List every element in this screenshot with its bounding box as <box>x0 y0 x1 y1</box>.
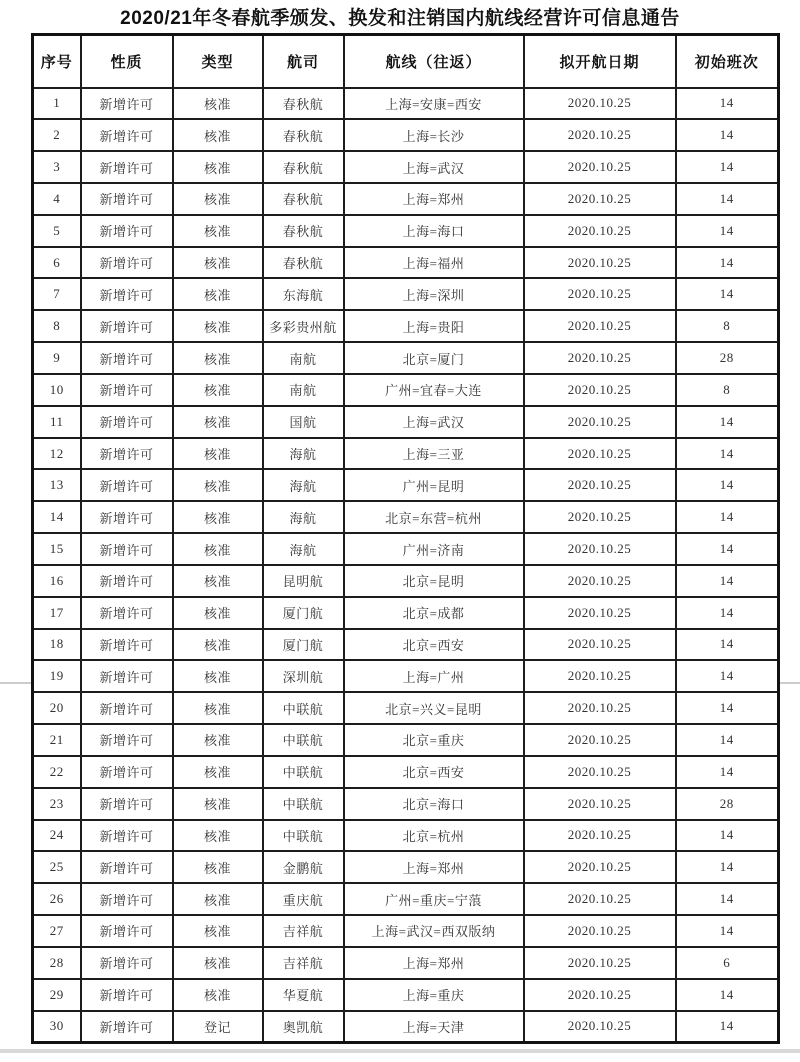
cell-flights: 14 <box>676 533 779 565</box>
cell-type: 核准 <box>173 788 263 820</box>
cell-route: 上海=海口 <box>344 215 524 247</box>
cell-type: 核准 <box>173 215 263 247</box>
cell-no: 16 <box>33 565 81 597</box>
cell-type: 核准 <box>173 692 263 724</box>
cell-nature: 新增许可 <box>81 501 173 533</box>
table-row <box>33 342 779 374</box>
cell-no: 15 <box>33 533 81 565</box>
cell-no: 12 <box>33 438 81 470</box>
cell-date: 2020.10.25 <box>524 406 676 438</box>
cell-no: 7 <box>33 278 81 310</box>
page-bottom-edge <box>0 1049 800 1053</box>
cell-flights: 14 <box>676 660 779 692</box>
table-row <box>33 660 779 692</box>
cell-type: 核准 <box>173 183 263 215</box>
cell-route: 广州=宜春=大连 <box>344 374 524 406</box>
table-row <box>33 692 779 724</box>
table-row <box>33 565 779 597</box>
cell-nature: 新增许可 <box>81 151 173 183</box>
cell-type: 核准 <box>173 88 263 120</box>
cell-no: 20 <box>33 692 81 724</box>
table-header <box>33 35 779 88</box>
table-row <box>33 533 779 565</box>
cell-route: 北京=东营=杭州 <box>344 501 524 533</box>
cell-route: 广州=重庆=宁蒗 <box>344 883 524 915</box>
cell-airline: 深圳航 <box>263 660 344 692</box>
cell-route: 上海=武汉 <box>344 406 524 438</box>
cell-nature: 新增许可 <box>81 278 173 310</box>
table-row <box>33 119 779 151</box>
cell-flights: 14 <box>676 915 779 947</box>
cell-no: 6 <box>33 247 81 279</box>
cell-route: 广州=济南 <box>344 533 524 565</box>
cell-route: 上海=郑州 <box>344 947 524 979</box>
cell-date: 2020.10.25 <box>524 724 676 756</box>
cell-airline: 海航 <box>263 469 344 501</box>
cell-no: 27 <box>33 915 81 947</box>
cell-date: 2020.10.25 <box>524 565 676 597</box>
cell-type: 核准 <box>173 501 263 533</box>
cell-flights: 14 <box>676 820 779 852</box>
cell-airline: 国航 <box>263 406 344 438</box>
cell-date: 2020.10.25 <box>524 342 676 374</box>
table-row <box>33 247 779 279</box>
column-header-date: 拟开航日期 <box>524 35 676 88</box>
cell-nature: 新增许可 <box>81 947 173 979</box>
cell-flights: 14 <box>676 724 779 756</box>
table-row <box>33 374 779 406</box>
column-header-nature: 性质 <box>81 35 173 88</box>
column-header-airline: 航司 <box>263 35 344 88</box>
cell-no: 13 <box>33 469 81 501</box>
cell-airline: 海航 <box>263 533 344 565</box>
cell-no: 8 <box>33 310 81 342</box>
cell-route: 北京=兴义=昆明 <box>344 692 524 724</box>
cell-route: 北京=海口 <box>344 788 524 820</box>
cell-date: 2020.10.25 <box>524 1011 676 1043</box>
route-permit-table <box>31 33 780 1044</box>
cell-airline: 昆明航 <box>263 565 344 597</box>
cell-nature: 新增许可 <box>81 215 173 247</box>
table-row <box>33 151 779 183</box>
cell-type: 核准 <box>173 247 263 279</box>
cell-date: 2020.10.25 <box>524 597 676 629</box>
cell-no: 25 <box>33 851 81 883</box>
cell-no: 21 <box>33 724 81 756</box>
cell-airline: 吉祥航 <box>263 915 344 947</box>
cell-airline: 中联航 <box>263 724 344 756</box>
cell-date: 2020.10.25 <box>524 374 676 406</box>
page-title: 2020/21年冬春航季颁发、换发和注销国内航线经营许可信息通告 <box>120 8 680 29</box>
cell-flights: 8 <box>676 310 779 342</box>
cell-route: 北京=昆明 <box>344 565 524 597</box>
cell-route: 上海=三亚 <box>344 438 524 470</box>
cell-nature: 新增许可 <box>81 183 173 215</box>
cell-no: 29 <box>33 979 81 1011</box>
cell-airline: 春秋航 <box>263 247 344 279</box>
cell-flights: 14 <box>676 756 779 788</box>
cell-route: 上海=福州 <box>344 247 524 279</box>
cell-airline: 金鹏航 <box>263 851 344 883</box>
cell-nature: 新增许可 <box>81 88 173 120</box>
cell-route: 北京=西安 <box>344 629 524 661</box>
cell-flights: 14 <box>676 565 779 597</box>
table-row <box>33 724 779 756</box>
cell-type: 核准 <box>173 883 263 915</box>
cell-nature: 新增许可 <box>81 724 173 756</box>
cell-airline: 重庆航 <box>263 883 344 915</box>
cell-route: 上海=长沙 <box>344 119 524 151</box>
cell-no: 14 <box>33 501 81 533</box>
cell-date: 2020.10.25 <box>524 310 676 342</box>
cell-no: 23 <box>33 788 81 820</box>
cell-airline: 春秋航 <box>263 151 344 183</box>
cell-nature: 新增许可 <box>81 851 173 883</box>
cell-airline: 春秋航 <box>263 119 344 151</box>
table-header-row <box>33 35 779 88</box>
cell-route: 上海=天津 <box>344 1011 524 1043</box>
cell-date: 2020.10.25 <box>524 692 676 724</box>
cell-type: 核准 <box>173 310 263 342</box>
cell-no: 26 <box>33 883 81 915</box>
cell-route: 上海=郑州 <box>344 183 524 215</box>
cell-nature: 新增许可 <box>81 883 173 915</box>
cell-no: 1 <box>33 88 81 120</box>
cell-no: 11 <box>33 406 81 438</box>
cell-airline: 春秋航 <box>263 183 344 215</box>
cell-nature: 新增许可 <box>81 310 173 342</box>
table-row <box>33 883 779 915</box>
cell-no: 24 <box>33 820 81 852</box>
cell-date: 2020.10.25 <box>524 629 676 661</box>
cell-no: 3 <box>33 151 81 183</box>
cell-no: 28 <box>33 947 81 979</box>
cell-date: 2020.10.25 <box>524 215 676 247</box>
cell-date: 2020.10.25 <box>524 979 676 1011</box>
table-row <box>33 820 779 852</box>
cell-nature: 新增许可 <box>81 374 173 406</box>
cell-nature: 新增许可 <box>81 342 173 374</box>
cell-flights: 28 <box>676 342 779 374</box>
cell-flights: 6 <box>676 947 779 979</box>
cell-type: 核准 <box>173 533 263 565</box>
cell-flights: 14 <box>676 183 779 215</box>
column-header-no: 序号 <box>33 35 81 88</box>
table-row <box>33 438 779 470</box>
cell-type: 核准 <box>173 851 263 883</box>
cell-route: 上海=安康=西安 <box>344 88 524 120</box>
cell-flights: 14 <box>676 247 779 279</box>
cell-airline: 奥凯航 <box>263 1011 344 1043</box>
cell-date: 2020.10.25 <box>524 820 676 852</box>
cell-airline: 南航 <box>263 374 344 406</box>
cell-date: 2020.10.25 <box>524 883 676 915</box>
table-row <box>33 1011 779 1043</box>
cell-flights: 14 <box>676 278 779 310</box>
cell-airline: 中联航 <box>263 692 344 724</box>
cell-date: 2020.10.25 <box>524 247 676 279</box>
cell-no: 9 <box>33 342 81 374</box>
table-row <box>33 979 779 1011</box>
cell-date: 2020.10.25 <box>524 788 676 820</box>
table-row <box>33 756 779 788</box>
cell-airline: 中联航 <box>263 756 344 788</box>
cell-type: 核准 <box>173 597 263 629</box>
cell-date: 2020.10.25 <box>524 119 676 151</box>
cell-type: 核准 <box>173 947 263 979</box>
cell-nature: 新增许可 <box>81 660 173 692</box>
cell-route: 北京=成都 <box>344 597 524 629</box>
cell-airline: 中联航 <box>263 820 344 852</box>
table-row <box>33 406 779 438</box>
cell-no: 2 <box>33 119 81 151</box>
cell-type: 核准 <box>173 438 263 470</box>
table-row <box>33 88 779 120</box>
cell-route: 上海=武汉 <box>344 151 524 183</box>
table-row <box>33 501 779 533</box>
cell-flights: 14 <box>676 883 779 915</box>
cell-type: 核准 <box>173 406 263 438</box>
cell-no: 10 <box>33 374 81 406</box>
cell-date: 2020.10.25 <box>524 88 676 120</box>
cell-route: 北京=杭州 <box>344 820 524 852</box>
table-row <box>33 469 779 501</box>
cell-flights: 14 <box>676 469 779 501</box>
cell-no: 17 <box>33 597 81 629</box>
cell-date: 2020.10.25 <box>524 947 676 979</box>
cell-flights: 14 <box>676 119 779 151</box>
cell-route: 上海=贵阳 <box>344 310 524 342</box>
cell-date: 2020.10.25 <box>524 915 676 947</box>
cell-route: 上海=郑州 <box>344 851 524 883</box>
cell-nature: 新增许可 <box>81 692 173 724</box>
table-body <box>33 88 779 1043</box>
cell-nature: 新增许可 <box>81 979 173 1011</box>
cell-type: 核准 <box>173 915 263 947</box>
cell-nature: 新增许可 <box>81 1011 173 1043</box>
cell-route: 上海=广州 <box>344 660 524 692</box>
cell-nature: 新增许可 <box>81 533 173 565</box>
cell-no: 22 <box>33 756 81 788</box>
cell-airline: 海航 <box>263 438 344 470</box>
cell-route: 北京=厦门 <box>344 342 524 374</box>
cell-no: 4 <box>33 183 81 215</box>
cell-nature: 新增许可 <box>81 565 173 597</box>
cell-nature: 新增许可 <box>81 469 173 501</box>
cell-flights: 28 <box>676 788 779 820</box>
cell-airline: 南航 <box>263 342 344 374</box>
cell-type: 核准 <box>173 756 263 788</box>
table-row <box>33 310 779 342</box>
cell-flights: 14 <box>676 597 779 629</box>
cell-airline: 海航 <box>263 501 344 533</box>
cell-type: 核准 <box>173 151 263 183</box>
cell-nature: 新增许可 <box>81 597 173 629</box>
cell-type: 核准 <box>173 278 263 310</box>
table-row <box>33 788 779 820</box>
cell-route: 广州=昆明 <box>344 469 524 501</box>
cell-no: 19 <box>33 660 81 692</box>
cell-type: 核准 <box>173 820 263 852</box>
cell-date: 2020.10.25 <box>524 660 676 692</box>
cell-nature: 新增许可 <box>81 247 173 279</box>
column-header-route: 航线（往返） <box>344 35 524 88</box>
cell-no: 30 <box>33 1011 81 1043</box>
cell-flights: 14 <box>676 88 779 120</box>
cell-nature: 新增许可 <box>81 406 173 438</box>
cell-date: 2020.10.25 <box>524 756 676 788</box>
cell-route: 上海=深圳 <box>344 278 524 310</box>
cell-flights: 14 <box>676 438 779 470</box>
cell-nature: 新增许可 <box>81 438 173 470</box>
cell-airline: 厦门航 <box>263 597 344 629</box>
table-row <box>33 215 779 247</box>
cell-airline: 东海航 <box>263 278 344 310</box>
cell-flights: 14 <box>676 629 779 661</box>
cell-date: 2020.10.25 <box>524 469 676 501</box>
cell-type: 登记 <box>173 1011 263 1043</box>
cell-nature: 新增许可 <box>81 756 173 788</box>
cell-flights: 14 <box>676 851 779 883</box>
column-header-flights: 初始班次 <box>676 35 779 88</box>
cell-airline: 春秋航 <box>263 215 344 247</box>
cell-date: 2020.10.25 <box>524 183 676 215</box>
cell-flights: 14 <box>676 215 779 247</box>
cell-date: 2020.10.25 <box>524 501 676 533</box>
cell-no: 5 <box>33 215 81 247</box>
cell-date: 2020.10.25 <box>524 151 676 183</box>
cell-type: 核准 <box>173 660 263 692</box>
table-row <box>33 915 779 947</box>
cell-date: 2020.10.25 <box>524 851 676 883</box>
table-row <box>33 851 779 883</box>
cell-route: 上海=武汉=西双版纳 <box>344 915 524 947</box>
cell-airline: 厦门航 <box>263 629 344 661</box>
cell-date: 2020.10.25 <box>524 533 676 565</box>
cell-airline: 春秋航 <box>263 88 344 120</box>
cell-airline: 吉祥航 <box>263 947 344 979</box>
table-row <box>33 629 779 661</box>
table-row <box>33 947 779 979</box>
cell-flights: 14 <box>676 151 779 183</box>
cell-flights: 14 <box>676 1011 779 1043</box>
cell-airline: 中联航 <box>263 788 344 820</box>
cell-flights: 14 <box>676 406 779 438</box>
cell-nature: 新增许可 <box>81 915 173 947</box>
cell-nature: 新增许可 <box>81 788 173 820</box>
cell-flights: 14 <box>676 979 779 1011</box>
cell-type: 核准 <box>173 119 263 151</box>
table-row <box>33 183 779 215</box>
cell-type: 核准 <box>173 979 263 1011</box>
cell-nature: 新增许可 <box>81 629 173 661</box>
cell-route: 北京=西安 <box>344 756 524 788</box>
cell-type: 核准 <box>173 724 263 756</box>
cell-no: 18 <box>33 629 81 661</box>
cell-airline: 华夏航 <box>263 979 344 1011</box>
cell-date: 2020.10.25 <box>524 438 676 470</box>
cell-type: 核准 <box>173 469 263 501</box>
cell-route: 北京=重庆 <box>344 724 524 756</box>
cell-type: 核准 <box>173 629 263 661</box>
cell-type: 核准 <box>173 565 263 597</box>
cell-nature: 新增许可 <box>81 119 173 151</box>
cell-flights: 8 <box>676 374 779 406</box>
cell-type: 核准 <box>173 342 263 374</box>
column-header-type: 类型 <box>173 35 263 88</box>
cell-flights: 14 <box>676 501 779 533</box>
cell-date: 2020.10.25 <box>524 278 676 310</box>
cell-route: 上海=重庆 <box>344 979 524 1011</box>
cell-nature: 新增许可 <box>81 820 173 852</box>
cell-airline: 多彩贵州航 <box>263 310 344 342</box>
table-row <box>33 278 779 310</box>
table-row <box>33 597 779 629</box>
cell-flights: 14 <box>676 692 779 724</box>
cell-type: 核准 <box>173 374 263 406</box>
